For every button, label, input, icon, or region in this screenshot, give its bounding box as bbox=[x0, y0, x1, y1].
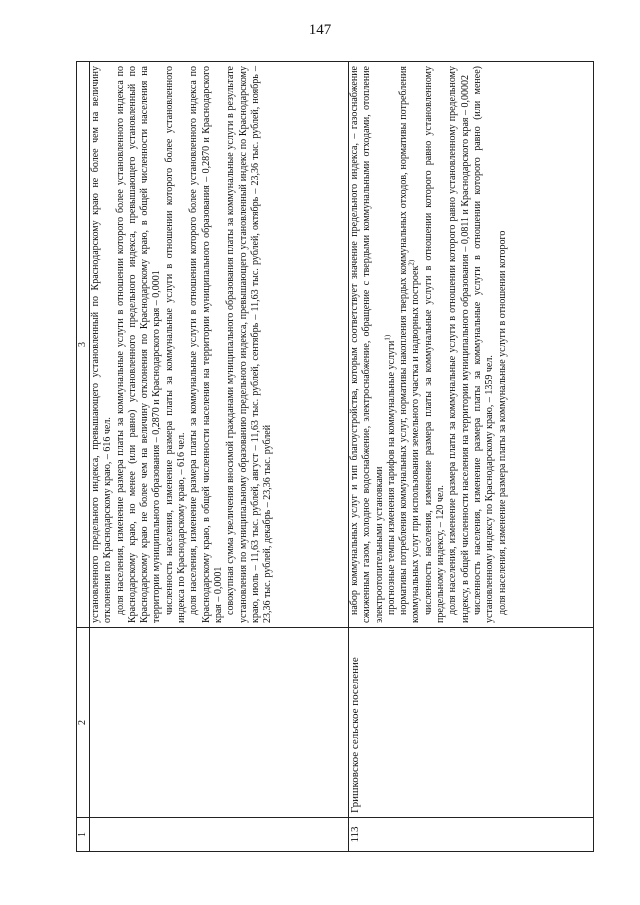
indicator-paragraph: совокупная сумма увеличения вносимой гражданами муниципального образования платы за коммунальные услуги в результате установления по муниципальному образованию предельного индекса, превышающего установленный индекс по Краснодарскому краю, июль – 11,63 тыс. рублей, август – 11,63 тыс. рублей, сентябрь – 11,63 тыс. рублей, октябрь – 23,36 тыс. рублей, ноябрь – 23,36 тыс. рублей, декабрь – 23,36 тыс. рублей bbox=[225, 66, 274, 623]
indicator-paragraph: численность населения, изменение размера платы за коммунальные услуги в отношении которого равно установленному предельному индексу, – 120 чел. bbox=[422, 66, 447, 623]
indicator-paragraph: доля населения, изменение размера платы за коммунальные услуги в отношении которого более установленного индекса по Краснодарскому краю, в общей численности населения на территории муниципального образования – 0,2870 и Краснодарского края – 0,0001 bbox=[188, 66, 224, 623]
settlement-name-cell: Гришковское сельское поселение bbox=[349, 628, 594, 818]
column-header-3: 3 bbox=[77, 62, 90, 628]
indicator-paragraph-with-footnote bbox=[383, 66, 398, 623]
header-row bbox=[77, 62, 90, 852]
rotated-table-wrapper bbox=[76, 62, 594, 852]
column-header-2: 2 bbox=[77, 628, 90, 818]
row-number-cell: 113 bbox=[349, 818, 594, 852]
indicator-paragraph: доля населения, изменение размера платы за коммунальные услуги в отношении которого более установленного индекса по Краснодарскому краю, но менее (или равно) установленного предельного индекса, превышающего установленный по Краснодарскому краю не более чем на величину отклонения по Краснодарскому краю, в общей численности населения на территории муниципального образования – 0,2870 и Краснодарского края – 0,0001 bbox=[114, 66, 163, 623]
indicator-paragraph-with-footnote bbox=[398, 66, 423, 623]
settlement-name-cell bbox=[90, 628, 349, 818]
row-number-cell bbox=[90, 818, 349, 852]
page-number: 147 bbox=[308, 22, 332, 38]
footnote-mark: 2) bbox=[408, 259, 417, 266]
table-row bbox=[90, 62, 349, 852]
indicator-paragraph: численность населения, изменение размера платы за коммунальные услуги в отношении которого равно (или менее) установленному индексу по Краснодарскому краю, – 1359 чел. bbox=[471, 66, 496, 623]
indicator-paragraph: набор коммунальных услуг и тип благоустройства, которым соответствует значение предельного индекса, – газоснабжение сжиженным газом, холодное водоснабжение, электроснабжение, обращение с твердыми коммунальными отходами, отопление электроотопительными установками bbox=[349, 66, 385, 623]
table-row bbox=[349, 62, 594, 852]
data-table bbox=[76, 61, 594, 852]
footnote-mark: 1) bbox=[383, 334, 392, 341]
column-header-1: 1 bbox=[77, 818, 90, 852]
indicator-paragraph: установленного предельного индекса, превышающего установленный по Краснодарскому краю не более чем на величину отклонения по Краснодарскому краю, – 616 чел. bbox=[90, 66, 114, 623]
indicators-cell bbox=[349, 62, 594, 628]
indicator-text: нормативы потребления коммунальных услуг, нормативы накопления твердых коммунальных отходов, нормативы потребления коммунальных услуг при использовании земельного участка и надворных построек bbox=[398, 66, 422, 623]
indicator-paragraph: численность населения, изменение размера платы за коммунальные услуги в отношении которого более установленного индекса по Краснодарскому краю, – 616 чел. bbox=[163, 66, 188, 623]
indicator-text: прогнозные темпы изменения тарифов на коммунальные услуги bbox=[385, 340, 397, 615]
indicator-paragraph: доля населения, изменение размера платы за коммунальные услуги в отношении которого bbox=[496, 230, 508, 615]
indicator-paragraph: доля населения, изменение размера платы за коммунальные услуги в отношении которого равно установленному предельному индексу, в общей численности населения на территории муниципального образования – 0,0811 и Краснодарского края – 0,00002 bbox=[447, 66, 471, 623]
indicators-cell bbox=[90, 62, 349, 628]
